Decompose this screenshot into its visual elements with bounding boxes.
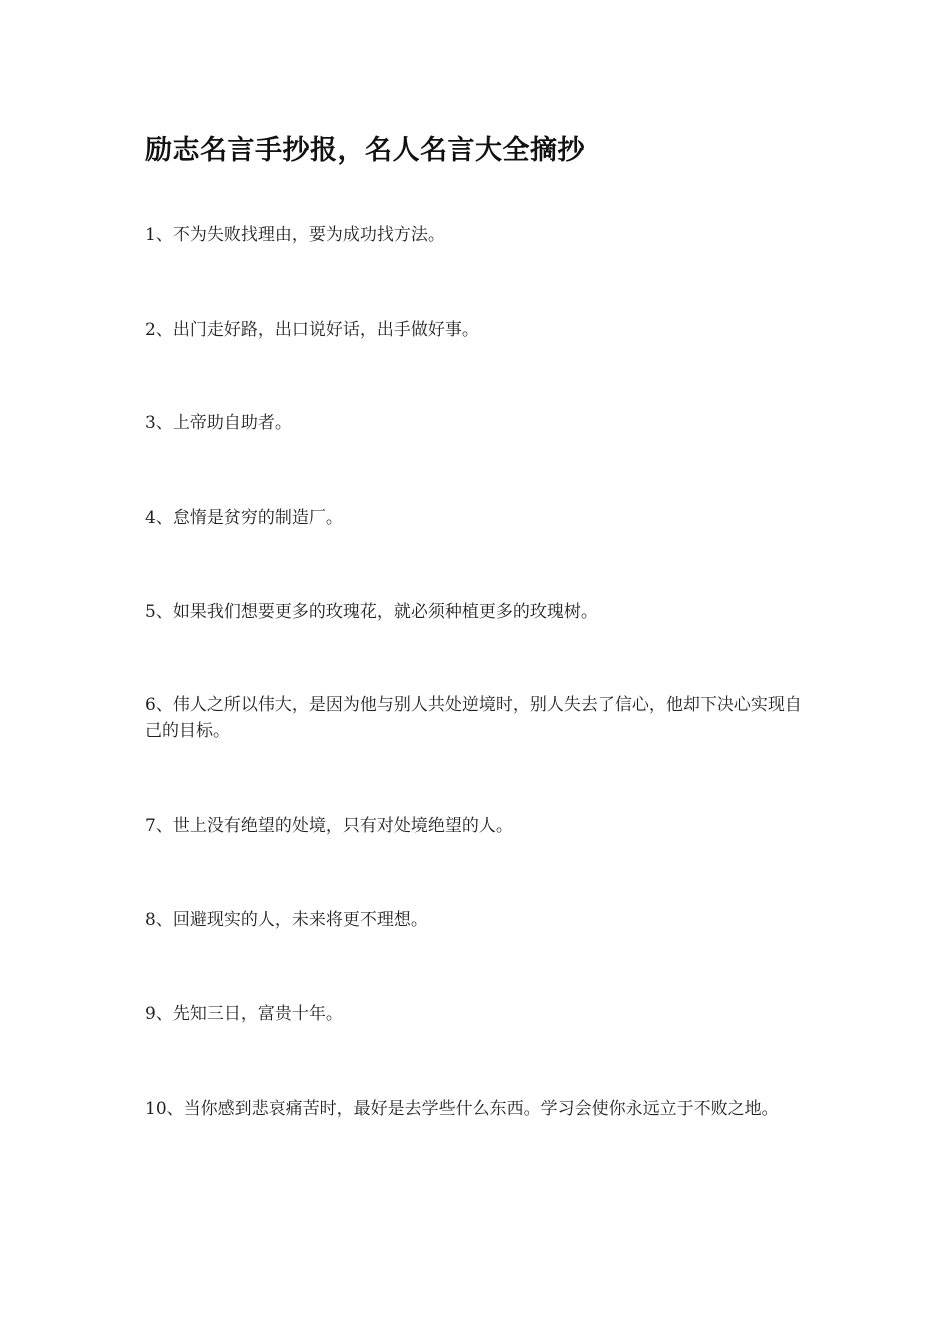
quote-item-10: 10、当你感到悲哀痛苦时，最好是去学些什么东西。学习会使你永远立于不败之地。 (145, 1099, 779, 1119)
quote-item-1: 1、不为失败找理由，要为成功找方法。 (145, 225, 445, 245)
quote-item-5: 5、如果我们想要更多的玫瑰花，就必须种植更多的玫瑰树。 (145, 602, 598, 622)
quote-item-7: 7、世上没有绝望的处境，只有对处境绝望的人。 (145, 816, 513, 836)
document-title: 励志名言手抄报，名人名言大全摘抄 (145, 135, 585, 166)
quote-item-2: 2、出门走好路，出口说好话，出手做好事。 (145, 320, 479, 340)
quote-item-6: 6、伟人之所以伟大，是因为他与别人共处逆境时，别人失去了信心，他却下决心实现自己的目标。 (145, 695, 802, 741)
quote-item-9: 9、先知三日，富贵十年。 (145, 1004, 343, 1024)
quote-item-3: 3、上帝助自助者。 (145, 413, 292, 433)
quote-item-4: 4、怠惰是贫穷的制造厂。 (145, 508, 343, 528)
quote-item-8: 8、回避现实的人，未来将更不理想。 (145, 910, 428, 930)
